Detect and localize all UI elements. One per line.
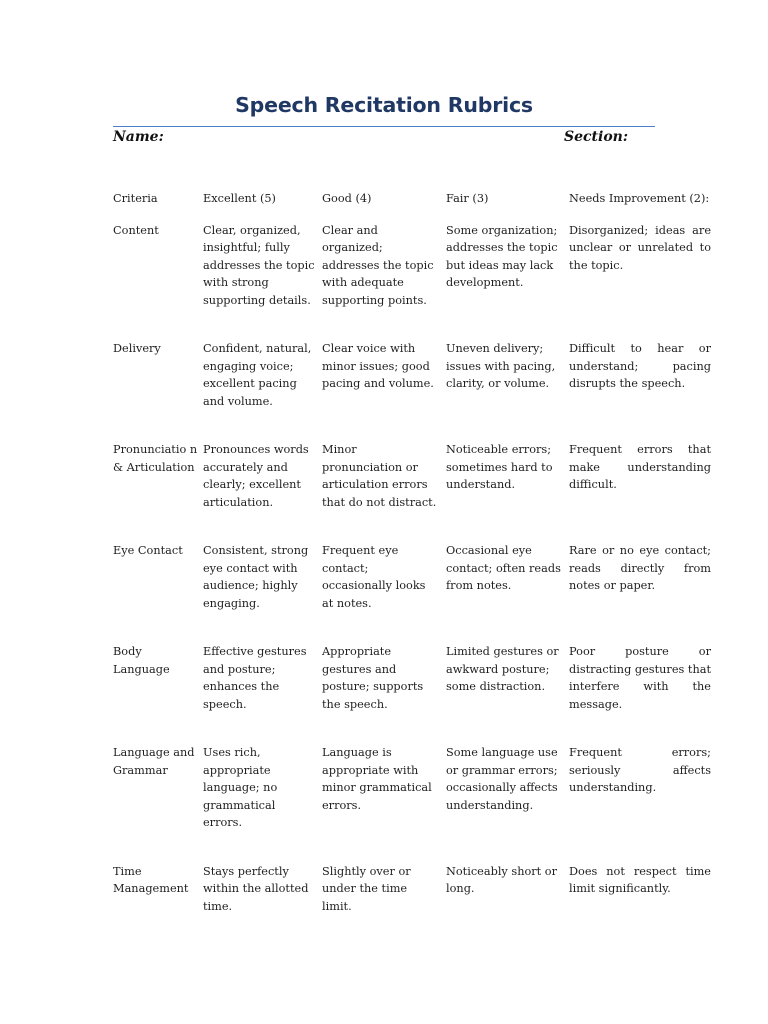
section-label: Section:	[564, 129, 629, 145]
header-good: Good (4)	[322, 192, 372, 205]
header-needs-improvement: Needs Improvement (2):	[569, 192, 710, 205]
rubric-row-pronunciation	[113, 441, 713, 542]
excellent-cell: Stays perfectly within the allotted time.	[203, 864, 309, 913]
excellent-cell: Consistent, strong eye contact with audience; highly engaging.	[203, 544, 309, 610]
needs-improvement-cell: Poor posture or distracting gestures that interfere with the message.	[569, 645, 711, 711]
fair-cell: Occasional eye contact; often reads from notes.	[446, 544, 561, 592]
fair-cell: Limited gestures or awkward posture; some distraction.	[446, 645, 559, 693]
excellent-cell: Uses rich, appropriate language; no grammatical errors.	[203, 746, 278, 829]
rubric-table	[113, 190, 713, 946]
good-cell: Frequent eye contact; occasionally looks at notes.	[322, 544, 426, 610]
rubric-row-time-management	[113, 863, 713, 947]
excellent-cell: Clear, organized, insightful; fully addresses the topic with strong supporting details.	[203, 223, 315, 307]
needs-improvement-cell: Difficult to hear or understand; pacing disrupts the speech.	[569, 342, 711, 390]
criteria-cell: Delivery	[113, 342, 161, 355]
excellent-cell: Confident, natural, engaging voice; excellent pacing and volume.	[203, 342, 312, 408]
rubric-row-eye-contact	[113, 542, 713, 643]
criteria-cell: Language and Grammar	[113, 746, 195, 777]
good-cell: Appropriate gestures and posture; supports the speech.	[322, 645, 424, 711]
fair-cell: Some language use or grammar errors; occasionally affects understanding.	[446, 746, 558, 812]
document-title: Speech Recitation Rubrics	[235, 93, 533, 117]
criteria-cell: Pronunciatio n & Articulation	[113, 443, 198, 474]
fair-cell: Noticeably short or long.	[446, 864, 558, 895]
criteria-cell: Eye Contact	[113, 544, 183, 557]
excellent-cell: Effective gestures and posture; enhances the speech.	[203, 645, 307, 711]
criteria-cell: Content	[113, 223, 159, 237]
title-underline	[113, 126, 655, 127]
good-cell: Language is appropriate with minor grammatical errors.	[322, 746, 432, 812]
header-criteria: Criteria	[113, 192, 158, 205]
name-label: Name:	[113, 129, 164, 145]
rubric-row-body-language	[113, 643, 713, 744]
needs-improvement-cell: Disorganized; ideas are unclear or unrelated to the topic.	[569, 223, 711, 272]
rubric-row-language-grammar	[113, 744, 713, 863]
rubric-row-delivery	[113, 340, 713, 441]
needs-improvement-cell: Does not respect time limit significantly.	[569, 864, 711, 895]
good-cell: Clear voice with minor issues; good pacing and volume.	[322, 342, 434, 390]
excellent-cell: Pronounces words accurately and clearly; excellent articulation.	[203, 443, 309, 509]
good-cell: Slightly over or under the time limit.	[322, 864, 411, 913]
header-fair: Fair (3)	[446, 192, 489, 205]
needs-improvement-cell: Rare or no eye contact; reads directly from notes or paper.	[569, 544, 711, 592]
header-row	[113, 190, 713, 222]
good-cell: Clear and organized; addresses the topic with adequate supporting points.	[322, 223, 434, 307]
good-cell: Minor pronunciation or articulation errors that do not distract.	[322, 443, 437, 509]
criteria-cell: Time Management	[113, 864, 189, 895]
rubric-row-content	[113, 222, 713, 341]
criteria-cell: Body Language	[113, 645, 170, 676]
header-excellent: Excellent (5)	[203, 192, 276, 205]
fair-cell: Noticeable errors; sometimes hard to understand.	[446, 443, 553, 491]
fair-cell: Uneven delivery; issues with pacing, clarity, or volume.	[446, 342, 556, 390]
fair-cell: Some organization; addresses the topic but ideas may lack development.	[446, 223, 558, 289]
needs-improvement-cell: Frequent errors; seriously affects understanding.	[569, 746, 711, 794]
needs-improvement-cell: Frequent errors that make understanding difficult.	[569, 443, 711, 491]
